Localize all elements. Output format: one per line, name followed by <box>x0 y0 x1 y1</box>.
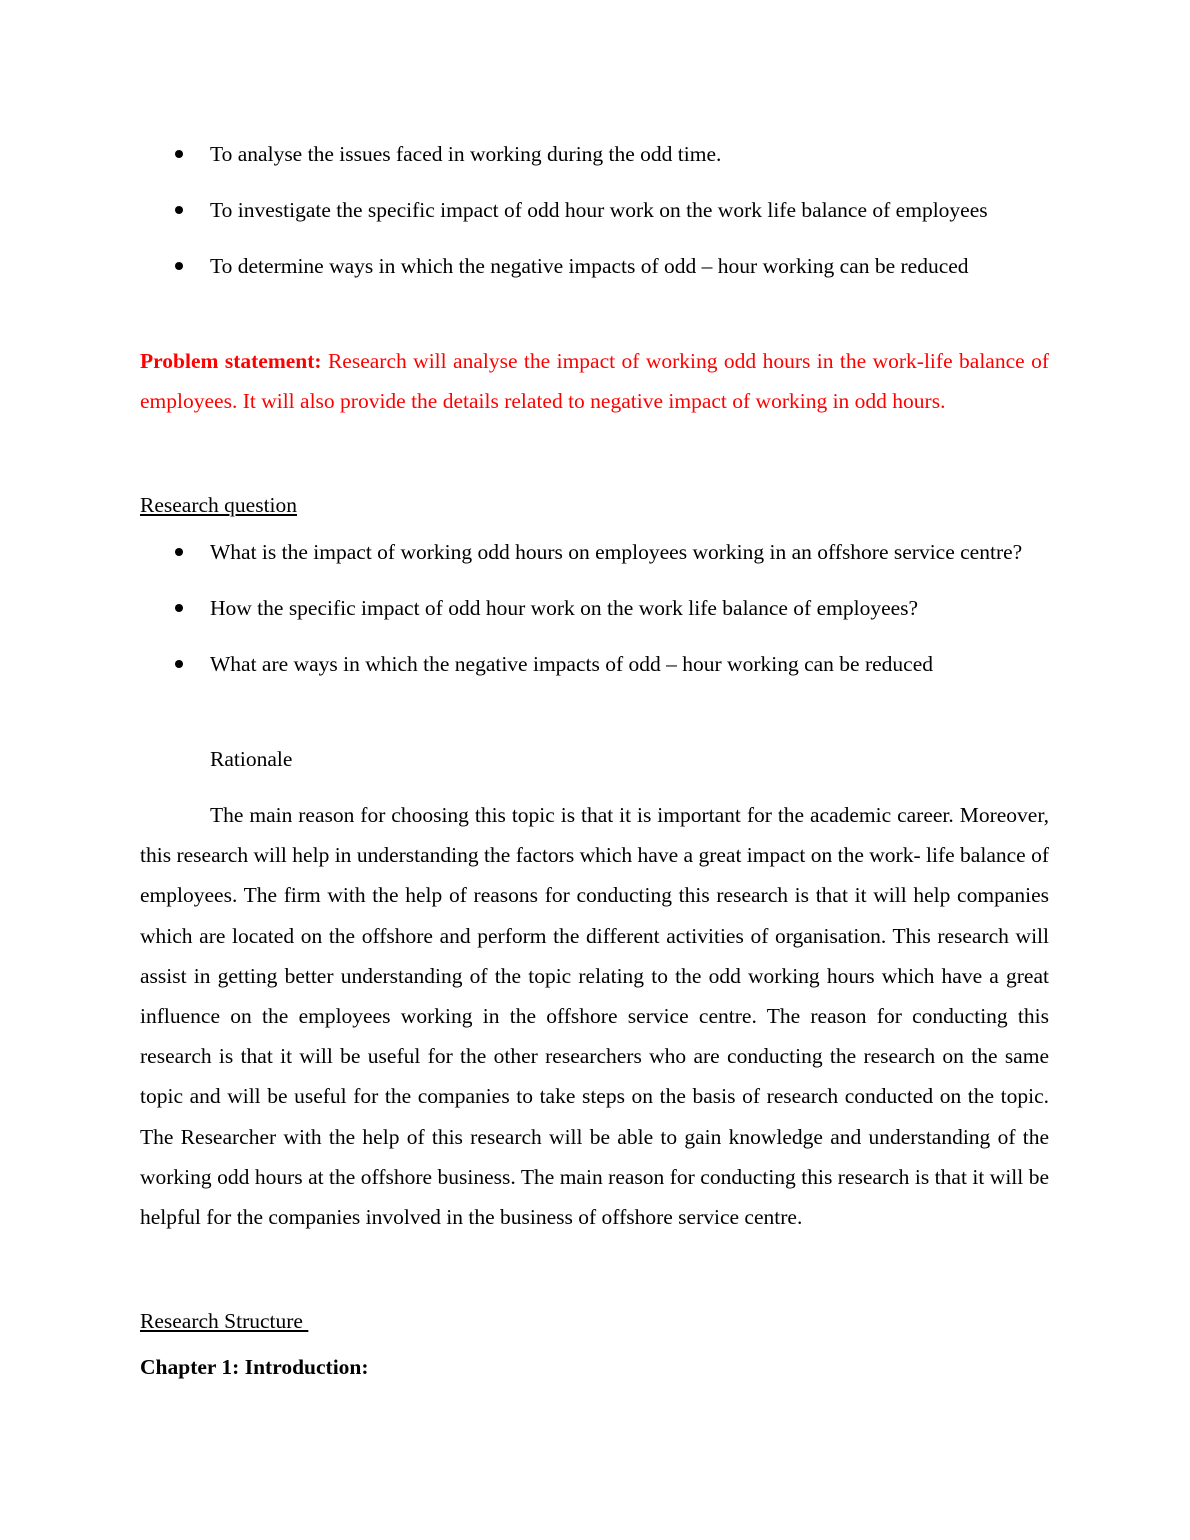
list-item <box>140 532 1049 572</box>
research-question-list <box>140 532 1049 684</box>
rationale-heading: Rationale <box>210 747 293 771</box>
list-item <box>140 190 1049 230</box>
question-text: What are ways in which the negative impacts of odd – hour working can be reduced <box>210 652 933 676</box>
bullet-icon <box>175 548 183 556</box>
rationale-paragraph: The main reason for choosing this topic is that it is important for the academic career. Moreover, this research will help in understanding the factors which have a great impact on the work- life balance of employees. The firm with the help of reasons for conducting this research is that it will help companies which are located on the offshore and perform the different activities of organisation. This research will assist in getting better understanding of the topic relating to the odd working hours which have a great influence on the employees working in the offshore service centre. The reason for conducting this research is that it will be useful for the other researchers who are conducting the research on the same topic and will be useful for the companies to take steps on the basis of research conducted on the topic. The Researcher with the help of this research will be able to gain knowledge and understanding of the working odd hours at the offshore business. The main reason for conducting this research is that it will be helpful for the companies involved in the business of offshore service centre. <box>140 803 1049 1230</box>
list-item <box>140 134 1049 174</box>
problem-statement <box>140 341 1049 421</box>
objective-text: To determine ways in which the negative impacts of odd – hour working can be reduced <box>210 254 969 278</box>
problem-statement-label: Problem statement: <box>140 349 322 373</box>
list-item <box>140 644 1049 684</box>
objective-text: To investigate the specific impact of odd hour work on the work life balance of employees <box>210 198 988 222</box>
problem-statement-text: Research will analyse the impact of working odd hours in the work-life balance of employees. It will also provide the details related to negative impact of working in odd hours. <box>140 349 1049 413</box>
question-text: What is the impact of working odd hours on employees working in an offshore service centre? <box>210 540 1023 564</box>
bullet-icon <box>175 604 183 612</box>
research-question-heading: Research question <box>140 493 298 517</box>
bullet-icon <box>175 262 183 270</box>
objective-text: To analyse the issues faced in working during the odd time. <box>210 142 722 166</box>
objectives-list <box>140 134 1049 286</box>
bullet-icon <box>175 206 183 214</box>
research-structure-heading: Research Structure <box>140 1309 309 1333</box>
question-text: How the specific impact of odd hour work on the work life balance of employees? <box>210 596 919 620</box>
chapter-1-heading: Chapter 1: Introduction: <box>140 1355 369 1379</box>
list-item <box>140 246 1049 286</box>
list-item <box>140 588 1049 628</box>
bullet-icon <box>175 150 183 158</box>
bullet-icon <box>175 660 183 668</box>
